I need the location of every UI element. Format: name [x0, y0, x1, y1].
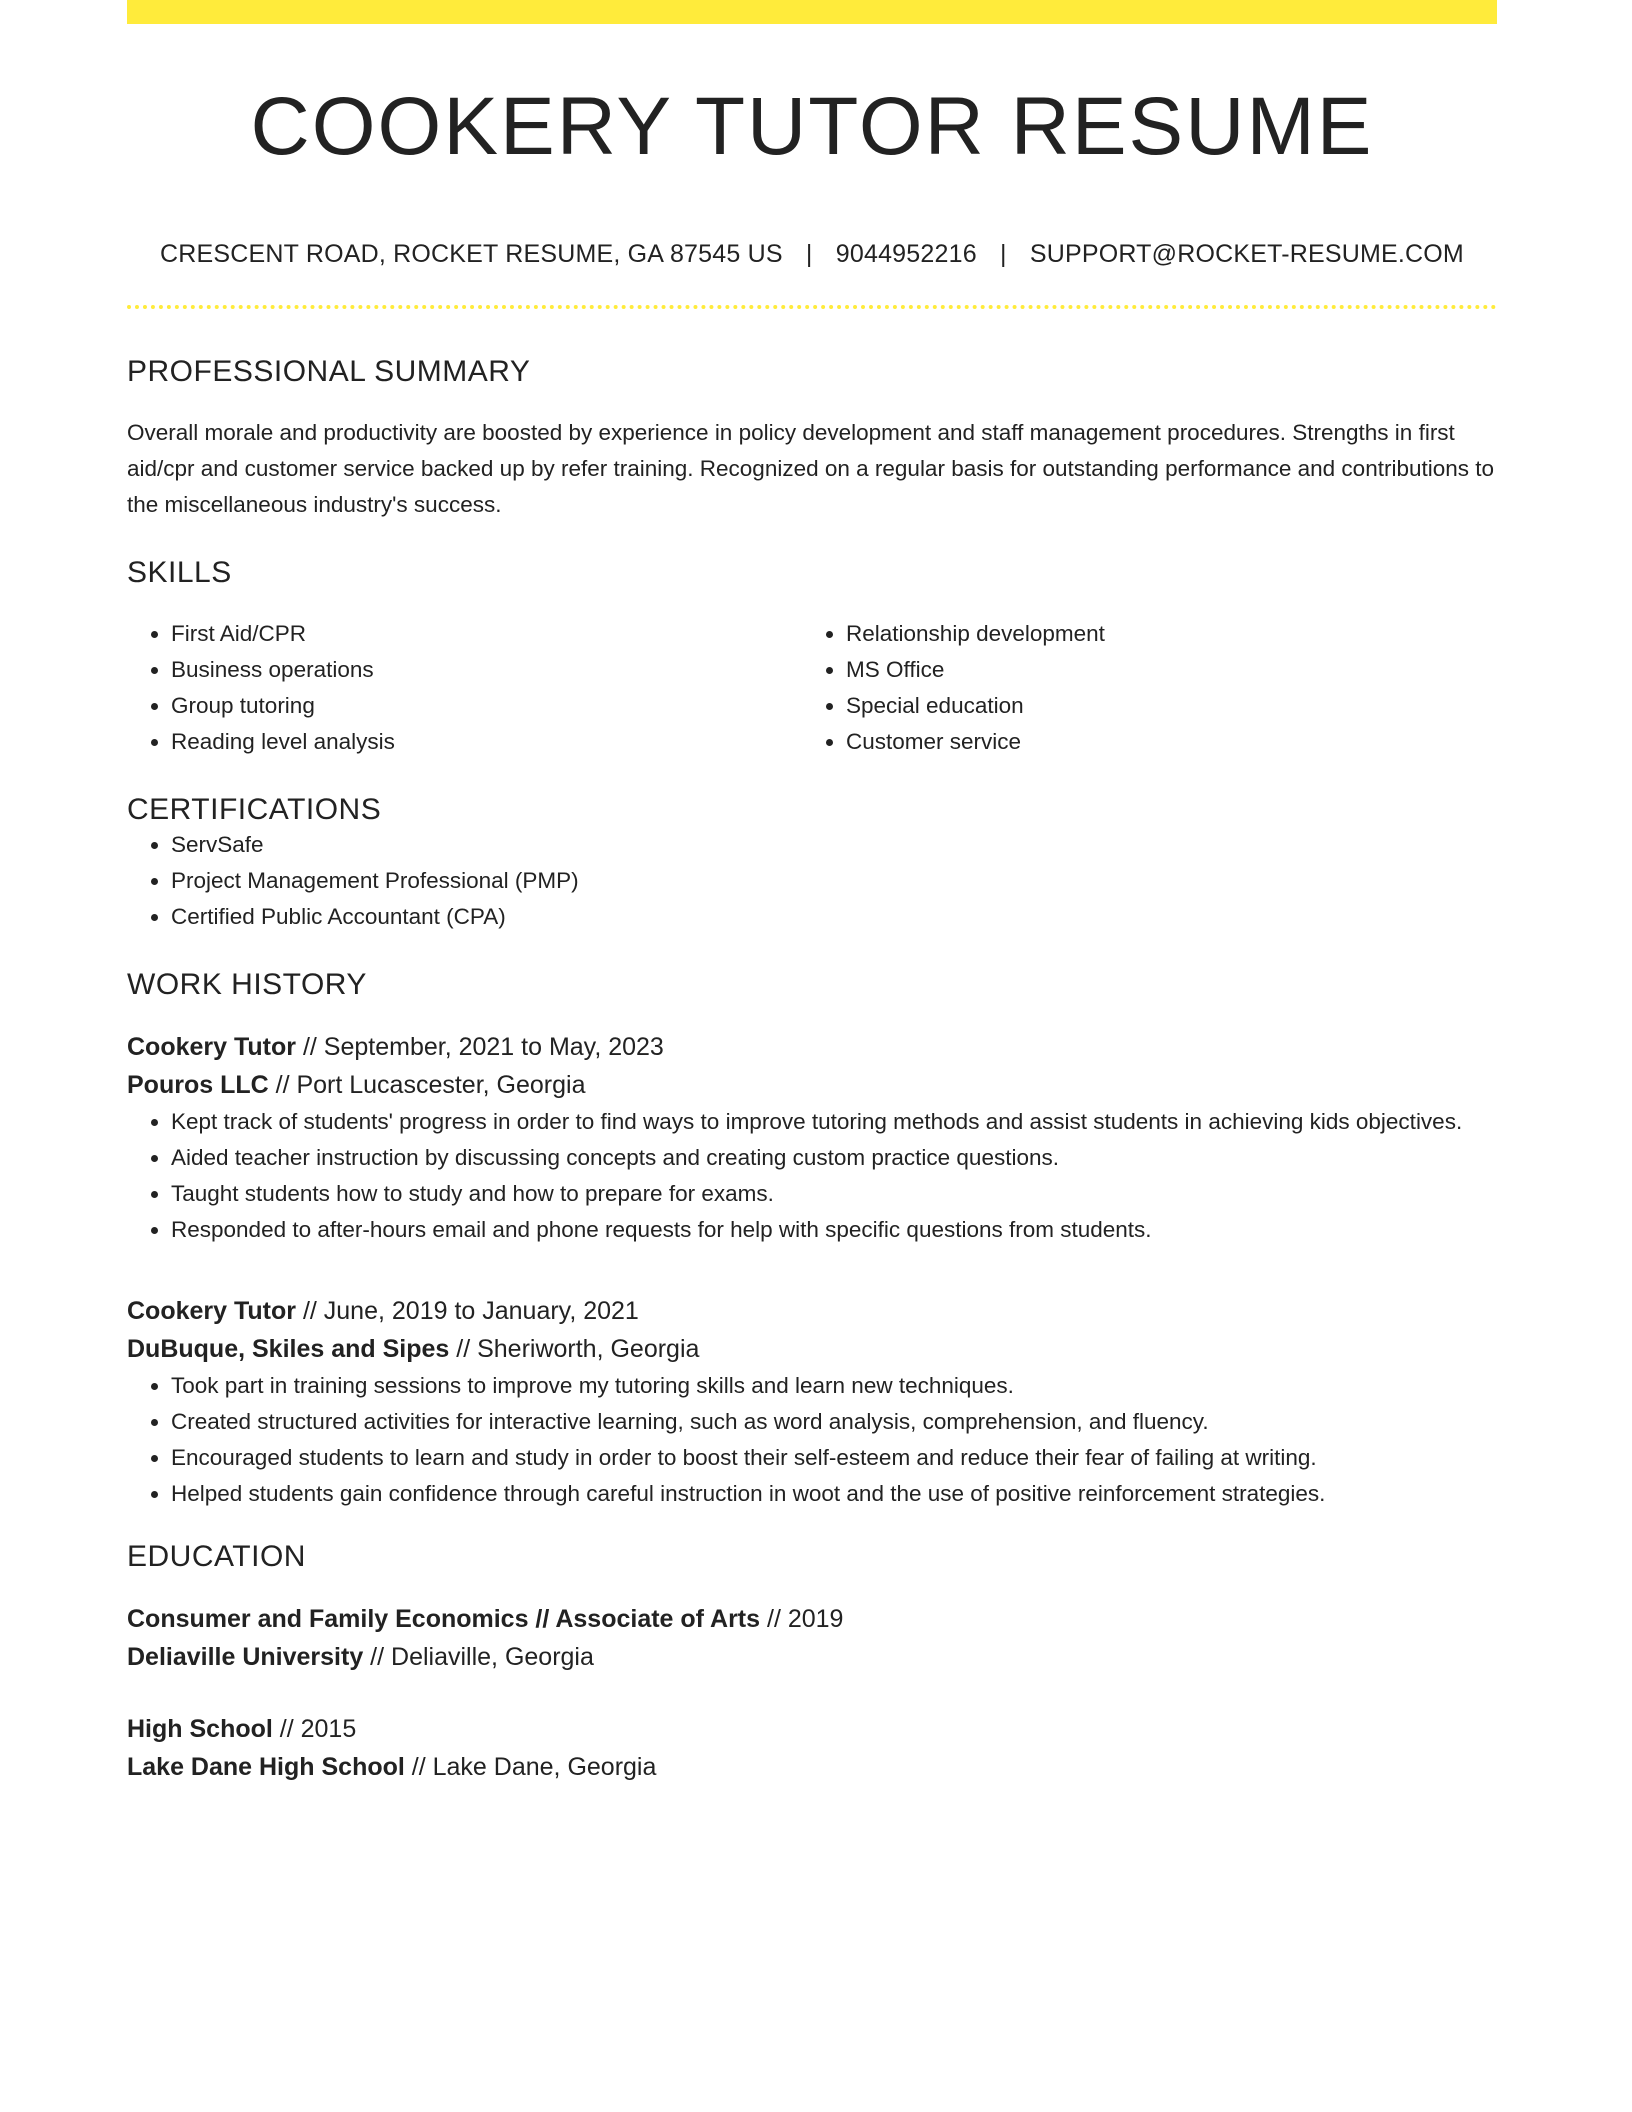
- skill-item: • Reading level analysis: [171, 724, 802, 760]
- education-degree: Consumer and Family Economics // Associate of Arts: [127, 1605, 761, 1633]
- summary-text: Overall morale and productivity are boosted by experience in policy development and staff management procedures. Strengths in first aid/cpr and customer service backed up by refer training. Recognized on a regular basis for outstanding performance and contributions to the miscellaneous industry's success.: [127, 420, 1495, 517]
- job-company: Pouros LLC: [127, 1071, 269, 1099]
- education-heading: EDUCATION: [127, 1540, 306, 1573]
- education-year: // 2019: [760, 1605, 844, 1633]
- job-role: Cookery Tutor: [127, 1033, 296, 1061]
- job-duty: • Responded to after-hours email and phone requests for help with specific questions from students.: [171, 1212, 1497, 1248]
- job-duty: • Helped students gain confidence through careful instruction in woot and the use of positive reinforcement strategies.: [171, 1476, 1497, 1512]
- contact-separator: |: [805, 240, 813, 268]
- job-duty: • Created structured activities for interactive learning, such as word analysis, comprehension, and fluency.: [171, 1404, 1497, 1440]
- education-entry: [127, 1710, 1497, 1786]
- job-entry: [127, 1028, 1497, 1248]
- education-school-line: [127, 1638, 1497, 1676]
- education-location: // Deliaville, Georgia: [363, 1643, 594, 1671]
- job-company-line: [127, 1066, 1497, 1104]
- job-duties-list: [127, 1104, 1497, 1248]
- contact-address: CRESCENT ROAD, ROCKET RESUME, GA 87545 US: [160, 240, 783, 268]
- education-degree: High School: [127, 1715, 273, 1743]
- skill-item: • Business operations: [171, 652, 802, 688]
- education-degree-line: [127, 1600, 1497, 1638]
- education-school: Deliaville University: [127, 1643, 364, 1671]
- education-degree-line: [127, 1710, 1497, 1748]
- skill-item: • Customer service: [846, 724, 1477, 760]
- education-location: // Lake Dane, Georgia: [404, 1753, 657, 1781]
- skills-column-right: [802, 616, 1477, 760]
- certifications-list: [127, 827, 1497, 935]
- education-school-line: [127, 1748, 1497, 1786]
- skills-heading: SKILLS: [127, 556, 232, 589]
- skill-item: • Special education: [846, 688, 1477, 724]
- job-title-line: [127, 1028, 1497, 1066]
- contact-phone: 9044952216: [835, 240, 977, 268]
- job-company: DuBuque, Skiles and Sipes: [127, 1335, 450, 1363]
- job-duty: • Encouraged students to learn and study in order to boost their self-esteem and reduce their fear of failing at writing.: [171, 1440, 1497, 1476]
- job-entry: [127, 1292, 1497, 1512]
- skill-item: • Group tutoring: [171, 688, 802, 724]
- education-year: // 2015: [272, 1715, 357, 1743]
- certification-item: • Project Management Professional (PMP): [171, 863, 1497, 899]
- certification-item: • Certified Public Accountant (CPA): [171, 899, 1497, 935]
- skills-column-left: [127, 616, 802, 760]
- skill-item: • First Aid/CPR: [171, 616, 802, 652]
- summary-heading: PROFESSIONAL SUMMARY: [127, 355, 531, 388]
- job-location: // Port Lucascester, Georgia: [268, 1071, 586, 1099]
- job-duty: • Kept track of students' progress in order to find ways to improve tutoring methods and assist students in achieving kids objectives.: [171, 1104, 1497, 1140]
- certification-item: • ServSafe: [171, 827, 1497, 863]
- work-history-heading: WORK HISTORY: [127, 968, 367, 1001]
- job-duties-list: [127, 1368, 1497, 1512]
- contact-line: [127, 240, 1497, 269]
- education-school: Lake Dane High School: [127, 1753, 405, 1781]
- resume-page: [127, 0, 1497, 1786]
- top-accent-bar: [127, 0, 1497, 24]
- resume-title: COOKERY TUTOR RESUME: [250, 81, 1374, 172]
- job-duty: • Taught students how to study and how to prepare for exams.: [171, 1176, 1497, 1212]
- job-location: // Sheriworth, Georgia: [449, 1335, 700, 1363]
- job-company-line: [127, 1330, 1497, 1368]
- header-divider: [127, 305, 1497, 309]
- skill-item: • Relationship development: [846, 616, 1477, 652]
- job-dates: // September, 2021 to May, 2023: [296, 1033, 664, 1061]
- job-role: Cookery Tutor: [127, 1297, 296, 1325]
- job-title-line: [127, 1292, 1497, 1330]
- job-duty: • Aided teacher instruction by discussing concepts and creating custom practice questions.: [171, 1140, 1497, 1176]
- education-entry: [127, 1600, 1497, 1676]
- certifications-heading: CERTIFICATIONS: [127, 793, 382, 826]
- skill-item: • MS Office: [846, 652, 1477, 688]
- skills-grid: [127, 616, 1497, 760]
- job-duty: • Took part in training sessions to improve my tutoring skills and learn new techniques.: [171, 1368, 1497, 1404]
- job-dates: // June, 2019 to January, 2021: [296, 1297, 639, 1325]
- contact-separator: |: [999, 240, 1007, 268]
- contact-email: SUPPORT@ROCKET-RESUME.COM: [1029, 240, 1464, 268]
